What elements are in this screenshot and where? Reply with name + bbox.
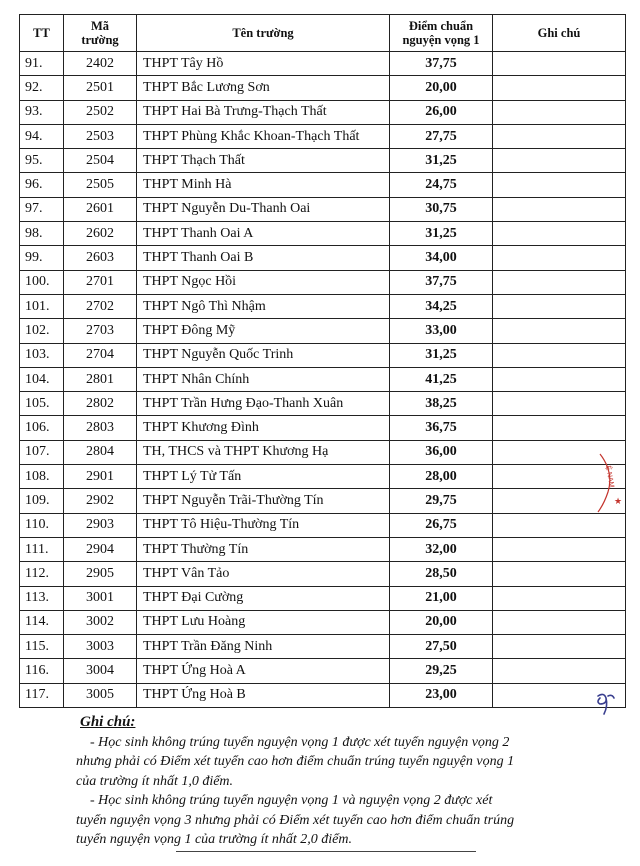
- row-ten-truong: THPT Thanh Oai B: [137, 246, 390, 270]
- row-ten-truong: THPT Thanh Oai A: [137, 222, 390, 246]
- row-ten-truong: THPT Tây Hồ: [137, 52, 390, 76]
- table-row: [20, 465, 626, 489]
- table-row: [20, 659, 626, 683]
- row-tt: 111.: [20, 537, 64, 561]
- row-ghi-chu: [493, 246, 626, 270]
- row-ma-truong: 2803: [64, 416, 137, 440]
- header-ten-truong: Tên trường: [137, 15, 390, 52]
- note2-line2: tuyển nguyện vọng 3 nhưng phải có Điểm xét tuyển cao hơn điểm chuẩn trúng: [76, 812, 515, 828]
- row-ten-truong: THPT Lý Tử Tấn: [137, 465, 390, 489]
- row-tt: 110.: [20, 513, 64, 537]
- table-row: [20, 270, 626, 294]
- stamp-fragment-text: Ệ NAM: [604, 465, 615, 489]
- row-diem-chuan: 20,00: [390, 610, 493, 634]
- row-ghi-chu: [493, 659, 626, 683]
- row-diem-chuan: 33,00: [390, 319, 493, 343]
- row-ma-truong: 2704: [64, 343, 137, 367]
- row-diem-chuan: 28,00: [390, 465, 493, 489]
- row-diem-chuan: 37,75: [390, 270, 493, 294]
- row-ghi-chu: [493, 100, 626, 124]
- row-diem-chuan: 38,25: [390, 392, 493, 416]
- row-tt: 102.: [20, 319, 64, 343]
- table-row: [20, 294, 626, 318]
- row-ten-truong: THPT Tô Hiệu-Thường Tín: [137, 513, 390, 537]
- row-ma-truong: 2801: [64, 367, 137, 391]
- row-diem-chuan: 31,25: [390, 149, 493, 173]
- table-row: [20, 610, 626, 634]
- row-ghi-chu: [493, 586, 626, 610]
- table-body: [20, 52, 626, 708]
- row-ghi-chu: [493, 537, 626, 561]
- row-tt: 107.: [20, 440, 64, 464]
- row-tt: 105.: [20, 392, 64, 416]
- row-tt: 96.: [20, 173, 64, 197]
- svg-text:★: ★: [614, 497, 622, 507]
- row-diem-chuan: 29,75: [390, 489, 493, 513]
- row-ten-truong: TH, THCS và THPT Khương Hạ: [137, 440, 390, 464]
- row-ten-truong: THPT Vân Tảo: [137, 562, 390, 586]
- row-ghi-chu: [493, 416, 626, 440]
- header-ghi-chu: Ghi chú: [493, 15, 626, 52]
- row-ghi-chu: [493, 367, 626, 391]
- row-ghi-chu: [493, 173, 626, 197]
- row-ma-truong: 2501: [64, 76, 137, 100]
- row-ma-truong: 3002: [64, 610, 137, 634]
- row-ghi-chu: [493, 52, 626, 76]
- row-tt: 94.: [20, 124, 64, 148]
- row-ma-truong: 2502: [64, 100, 137, 124]
- row-ma-truong: 2905: [64, 562, 137, 586]
- row-diem-chuan: 30,75: [390, 197, 493, 221]
- row-ghi-chu: [493, 222, 626, 246]
- row-ma-truong: 2904: [64, 537, 137, 561]
- row-diem-chuan: 31,25: [390, 343, 493, 367]
- row-ma-truong: 3004: [64, 659, 137, 683]
- row-diem-chuan: 37,75: [390, 52, 493, 76]
- table-row: [20, 52, 626, 76]
- row-ghi-chu: [493, 562, 626, 586]
- row-tt: 97.: [20, 197, 64, 221]
- row-diem-chuan: 34,25: [390, 294, 493, 318]
- row-ten-truong: THPT Trần Đăng Ninh: [137, 635, 390, 659]
- row-ten-truong: THPT Nguyễn Quốc Trinh: [137, 343, 390, 367]
- row-ghi-chu: [493, 635, 626, 659]
- row-diem-chuan: 32,00: [390, 537, 493, 561]
- row-ma-truong: 3005: [64, 683, 137, 707]
- row-ma-truong: 2602: [64, 222, 137, 246]
- row-ten-truong: THPT Khương Đình: [137, 416, 390, 440]
- table-row: [20, 537, 626, 561]
- row-diem-chuan: 28,50: [390, 562, 493, 586]
- row-diem-chuan: 36,00: [390, 440, 493, 464]
- note1-line2: nhưng phải có Điểm xét tuyển cao hơn điểm chuẩn trúng tuyển nguyện vọng 1: [76, 754, 515, 769]
- row-ma-truong: 2601: [64, 197, 137, 221]
- notes-section: [76, 713, 596, 850]
- row-ten-truong: THPT Ứng Hoà B: [137, 683, 390, 707]
- row-tt: 113.: [20, 586, 64, 610]
- row-diem-chuan: 23,00: [390, 683, 493, 707]
- red-stamp-fragment: [596, 452, 622, 514]
- row-ghi-chu: [493, 149, 626, 173]
- row-ghi-chu: [493, 513, 626, 537]
- row-ghi-chu: [493, 319, 626, 343]
- table-row: [20, 489, 626, 513]
- table-row: [20, 440, 626, 464]
- row-tt: 115.: [20, 635, 64, 659]
- row-tt: 98.: [20, 222, 64, 246]
- row-ma-truong: 3003: [64, 635, 137, 659]
- row-diem-chuan: 29,25: [390, 659, 493, 683]
- row-tt: 92.: [20, 76, 64, 100]
- notes-title: Ghi chú:: [80, 714, 136, 730]
- row-tt: 114.: [20, 610, 64, 634]
- row-diem-chuan: 27,75: [390, 124, 493, 148]
- row-tt: 91.: [20, 52, 64, 76]
- row-ten-truong: THPT Nhân Chính: [137, 367, 390, 391]
- row-ghi-chu: [493, 124, 626, 148]
- table-row: [20, 319, 626, 343]
- row-tt: 103.: [20, 343, 64, 367]
- header-diem-chuan: Điểm chuẩn nguyện vọng 1: [390, 15, 493, 52]
- row-ma-truong: 2503: [64, 124, 137, 148]
- note2-line1: - Học sinh không trúng tuyển nguyện vọng 1 và nguyện vọng 2 được xét: [90, 793, 493, 808]
- table-row: [20, 513, 626, 537]
- table-row: [20, 683, 626, 707]
- row-tt: 101.: [20, 294, 64, 318]
- table-row: [20, 367, 626, 391]
- table-header-row: [20, 15, 626, 52]
- row-ma-truong: 2702: [64, 294, 137, 318]
- row-tt: 108.: [20, 465, 64, 489]
- row-ten-truong: THPT Đại Cường: [137, 586, 390, 610]
- row-tt: 106.: [20, 416, 64, 440]
- row-diem-chuan: 24,75: [390, 173, 493, 197]
- row-ten-truong: THPT Nguyễn Du-Thanh Oai: [137, 197, 390, 221]
- row-tt: 117.: [20, 683, 64, 707]
- row-diem-chuan: 20,00: [390, 76, 493, 100]
- row-diem-chuan: 21,00: [390, 586, 493, 610]
- table-row: [20, 149, 626, 173]
- note2-line3: tuyển nguyện vọng 1 của trường ít nhất 2,0 điểm.: [76, 832, 353, 847]
- row-ma-truong: 2505: [64, 173, 137, 197]
- row-ten-truong: THPT Ngọc Hồi: [137, 270, 390, 294]
- header-tt: TT: [20, 15, 64, 52]
- row-tt: 95.: [20, 149, 64, 173]
- note1-line3: của trường ít nhất 1,0 điểm.: [76, 773, 234, 789]
- row-ten-truong: THPT Ứng Hoà A: [137, 659, 390, 683]
- row-ghi-chu: [493, 270, 626, 294]
- row-diem-chuan: 31,25: [390, 222, 493, 246]
- row-tt: 100.: [20, 270, 64, 294]
- row-ten-truong: THPT Trần Hưng Đạo-Thanh Xuân: [137, 392, 390, 416]
- row-tt: 112.: [20, 562, 64, 586]
- row-ten-truong: THPT Thường Tín: [137, 537, 390, 561]
- row-tt: 99.: [20, 246, 64, 270]
- row-ma-truong: 2504: [64, 149, 137, 173]
- row-tt: 109.: [20, 489, 64, 513]
- row-ten-truong: THPT Lưu Hoàng: [137, 610, 390, 634]
- row-tt: 93.: [20, 100, 64, 124]
- row-ma-truong: 2701: [64, 270, 137, 294]
- table-row: [20, 586, 626, 610]
- row-ma-truong: 2703: [64, 319, 137, 343]
- table-row: [20, 343, 626, 367]
- row-ten-truong: THPT Nguyễn Trãi-Thường Tín: [137, 489, 390, 513]
- note1-line1: - Học sinh không trúng tuyển nguyện vọng 1 được xét tuyển nguyện vọng 2: [90, 734, 510, 750]
- row-tt: 116.: [20, 659, 64, 683]
- table-row: [20, 222, 626, 246]
- row-ghi-chu: [493, 294, 626, 318]
- row-diem-chuan: 36,75: [390, 416, 493, 440]
- table-row: [20, 416, 626, 440]
- row-ten-truong: THPT Bắc Lương Sơn: [137, 76, 390, 100]
- row-ma-truong: 2402: [64, 52, 137, 76]
- row-ma-truong: 2804: [64, 440, 137, 464]
- table-row: [20, 246, 626, 270]
- bottom-divider: [176, 851, 476, 852]
- table-row: [20, 124, 626, 148]
- row-ghi-chu: [493, 343, 626, 367]
- row-ghi-chu: [493, 610, 626, 634]
- table-row: [20, 100, 626, 124]
- row-ten-truong: THPT Phùng Khắc Khoan-Thạch Thất: [137, 124, 390, 148]
- row-ghi-chu: [493, 197, 626, 221]
- row-ghi-chu: [493, 392, 626, 416]
- row-ma-truong: 3001: [64, 586, 137, 610]
- row-diem-chuan: 26,00: [390, 100, 493, 124]
- table-row: [20, 635, 626, 659]
- table-row: [20, 562, 626, 586]
- table-row: [20, 197, 626, 221]
- row-ma-truong: 2903: [64, 513, 137, 537]
- row-ten-truong: THPT Minh Hà: [137, 173, 390, 197]
- row-diem-chuan: 34,00: [390, 246, 493, 270]
- row-ma-truong: 2802: [64, 392, 137, 416]
- table-row: [20, 76, 626, 100]
- admission-score-table: [19, 14, 626, 708]
- row-ten-truong: THPT Thạch Thất: [137, 149, 390, 173]
- table-row: [20, 392, 626, 416]
- row-ten-truong: THPT Hai Bà Trưng-Thạch Thất: [137, 100, 390, 124]
- table-row: [20, 173, 626, 197]
- row-diem-chuan: 27,50: [390, 635, 493, 659]
- handwritten-page-mark: [594, 690, 616, 718]
- row-ma-truong: 2901: [64, 465, 137, 489]
- row-tt: 104.: [20, 367, 64, 391]
- row-ten-truong: THPT Ngô Thì Nhậm: [137, 294, 390, 318]
- row-diem-chuan: 26,75: [390, 513, 493, 537]
- row-ghi-chu: [493, 76, 626, 100]
- row-ma-truong: 2603: [64, 246, 137, 270]
- row-ten-truong: THPT Đông Mỹ: [137, 319, 390, 343]
- row-ma-truong: 2902: [64, 489, 137, 513]
- header-ma-truong: Mã trường: [64, 15, 137, 52]
- row-diem-chuan: 41,25: [390, 367, 493, 391]
